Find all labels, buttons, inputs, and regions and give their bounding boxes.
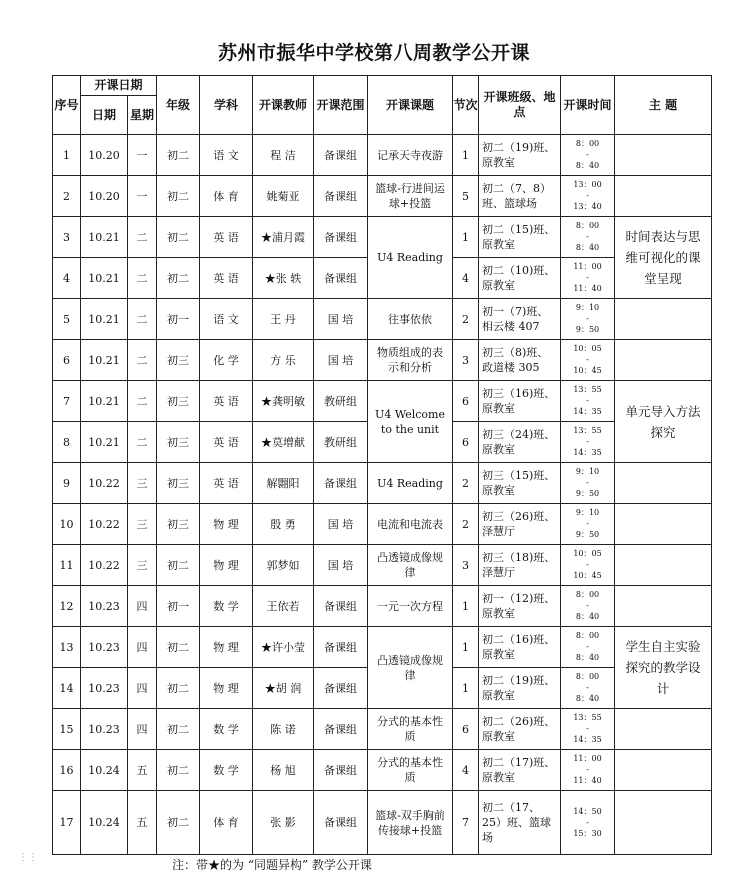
cell-date: 10.23 bbox=[81, 627, 128, 668]
cell-topic: 记承天寺夜游 bbox=[368, 135, 453, 176]
header-date: 日期 bbox=[81, 96, 128, 135]
cell-time bbox=[561, 586, 615, 627]
cell-seq: 16 bbox=[53, 750, 81, 791]
cell-grade: 初二 bbox=[157, 668, 200, 709]
cell-date: 10.21 bbox=[81, 258, 128, 299]
cell-subject: 化 学 bbox=[200, 340, 253, 381]
cell-weekday: 四 bbox=[128, 586, 157, 627]
cell-date: 10.21 bbox=[81, 217, 128, 258]
cell-time bbox=[561, 135, 615, 176]
time-separator: - bbox=[586, 519, 589, 528]
cell-period: 3 bbox=[453, 545, 479, 586]
cell-seq: 5 bbox=[53, 299, 81, 340]
time-end: 15：30 bbox=[573, 828, 602, 838]
header-topic: 开课课题 bbox=[368, 76, 453, 135]
cell-class-place: 初三（16)班、原教室 bbox=[479, 381, 561, 422]
cell-scope: 备课组 bbox=[314, 217, 368, 258]
cell-subject: 英 语 bbox=[200, 422, 253, 463]
cell-theme bbox=[615, 504, 712, 545]
cell-class-place: 初三（15)班、原教室 bbox=[479, 463, 561, 504]
cell-scope: 备课组 bbox=[314, 135, 368, 176]
cell-subject: 体 育 bbox=[200, 176, 253, 217]
header-subject: 学科 bbox=[200, 76, 253, 135]
cell-topic: 电流和电流表 bbox=[368, 504, 453, 545]
cell-date: 10.22 bbox=[81, 545, 128, 586]
cell-weekday: 三 bbox=[128, 463, 157, 504]
time-start: 10：05 bbox=[573, 344, 602, 353]
cell-theme bbox=[615, 340, 712, 381]
cell-topic: U4 Welcome to the unit bbox=[368, 381, 453, 463]
cell-period: 1 bbox=[453, 135, 479, 176]
cell-scope: 备课组 bbox=[314, 791, 368, 855]
cell-scope: 备课组 bbox=[314, 586, 368, 627]
time-start: 13：55 bbox=[573, 385, 602, 394]
header-teacher: 开课教师 bbox=[253, 76, 314, 135]
cell-date: 10.23 bbox=[81, 668, 128, 709]
cell-weekday: 五 bbox=[128, 750, 157, 791]
cell-theme: 学生自主实验探究的教学设计 bbox=[615, 627, 712, 709]
time-separator: - bbox=[586, 191, 589, 200]
time-separator: - bbox=[586, 601, 589, 610]
cell-grade: 初三 bbox=[157, 340, 200, 381]
cell-seq: 8 bbox=[53, 422, 81, 463]
cell-grade: 初二 bbox=[157, 627, 200, 668]
time-end: 11：40 bbox=[573, 284, 602, 293]
time-end: 11：40 bbox=[573, 776, 602, 785]
cell-period: 3 bbox=[453, 340, 479, 381]
cell-period: 2 bbox=[453, 463, 479, 504]
table-row bbox=[53, 586, 712, 627]
cell-scope: 备课组 bbox=[314, 668, 368, 709]
cell-period: 2 bbox=[453, 504, 479, 545]
header-open-date: 开课日期 bbox=[81, 76, 157, 96]
table-row bbox=[53, 135, 712, 176]
cell-time bbox=[561, 422, 615, 463]
time-separator: - bbox=[586, 273, 589, 282]
time-separator: - bbox=[586, 232, 589, 241]
time-separator: - bbox=[586, 355, 589, 364]
cell-subject: 数 学 bbox=[200, 586, 253, 627]
time-end: 8：40 bbox=[575, 243, 600, 252]
cell-grade: 初二 bbox=[157, 545, 200, 586]
cell-seq: 4 bbox=[53, 258, 81, 299]
cell-class-place: 初二（19)班、原教室 bbox=[479, 668, 561, 709]
header-weekday: 星期 bbox=[128, 96, 157, 135]
time-separator: - bbox=[586, 765, 589, 774]
time-end: 9：50 bbox=[575, 489, 600, 498]
cell-seq: 7 bbox=[53, 381, 81, 422]
cell-topic: 物质组成的表示和分析 bbox=[368, 340, 453, 381]
cell-grade: 初二 bbox=[157, 750, 200, 791]
cell-seq: 15 bbox=[53, 709, 81, 750]
time-end: 8：40 bbox=[575, 694, 600, 703]
cell-teacher: ★莫增献 bbox=[253, 422, 314, 463]
cell-teacher: ★张 轶 bbox=[253, 258, 314, 299]
table-row bbox=[53, 627, 712, 668]
time-start: 9：10 bbox=[575, 303, 600, 312]
cell-scope: 国 培 bbox=[314, 504, 368, 545]
cell-class-place: 初三（18)班、泽慧厅 bbox=[479, 545, 561, 586]
cell-scope: 备课组 bbox=[314, 627, 368, 668]
time-start: 13：00 bbox=[573, 180, 602, 189]
cell-teacher: ★许小莹 bbox=[253, 627, 314, 668]
cell-weekday: 五 bbox=[128, 791, 157, 855]
cell-theme: 单元导入方法探究 bbox=[615, 381, 712, 463]
cell-time bbox=[561, 791, 615, 855]
cell-class-place: 初二（16)班、原教室 bbox=[479, 627, 561, 668]
cell-subject: 语 文 bbox=[200, 299, 253, 340]
cell-subject: 物 理 bbox=[200, 504, 253, 545]
cell-time bbox=[561, 463, 615, 504]
cell-scope: 教研组 bbox=[314, 381, 368, 422]
header-scope: 开课范围 bbox=[314, 76, 368, 135]
time-start: 11：00 bbox=[573, 262, 602, 271]
cell-teacher: 杨 旭 bbox=[253, 750, 314, 791]
time-separator: - bbox=[586, 724, 589, 733]
cell-class-place: 初三（26)班、泽慧厅 bbox=[479, 504, 561, 545]
cell-topic: 一元一次方程 bbox=[368, 586, 453, 627]
cell-class-place: 初一（7)班、相云楼 407 bbox=[479, 299, 561, 340]
cell-topic: 凸透镜成像规律 bbox=[368, 545, 453, 586]
cell-subject: 物 理 bbox=[200, 627, 253, 668]
cell-date: 10.21 bbox=[81, 422, 128, 463]
cell-weekday: 一 bbox=[128, 176, 157, 217]
cell-seq: 3 bbox=[53, 217, 81, 258]
cell-grade: 初一 bbox=[157, 586, 200, 627]
cell-topic: 往事依依 bbox=[368, 299, 453, 340]
cell-period: 1 bbox=[453, 668, 479, 709]
header-class-place: 开课班级、地点 bbox=[479, 76, 561, 135]
cell-time bbox=[561, 176, 615, 217]
table-row bbox=[53, 709, 712, 750]
cell-scope: 国 培 bbox=[314, 545, 368, 586]
table-row bbox=[53, 504, 712, 545]
time-start: 8：00 bbox=[575, 631, 600, 640]
cell-seq: 2 bbox=[53, 176, 81, 217]
cell-grade: 初二 bbox=[157, 709, 200, 750]
cell-time bbox=[561, 299, 615, 340]
cell-time bbox=[561, 545, 615, 586]
table-row bbox=[53, 217, 712, 258]
cell-seq: 11 bbox=[53, 545, 81, 586]
cell-topic: 篮球-双手胸前传接球+投篮 bbox=[368, 791, 453, 855]
cell-teacher: 王依若 bbox=[253, 586, 314, 627]
time-start: 11：00 bbox=[573, 754, 602, 763]
cell-scope: 备课组 bbox=[314, 709, 368, 750]
cell-time bbox=[561, 258, 615, 299]
cell-scope: 国 培 bbox=[314, 340, 368, 381]
cell-teacher: 殷 勇 bbox=[253, 504, 314, 545]
time-start: 13：55 bbox=[573, 426, 602, 435]
cell-period: 6 bbox=[453, 381, 479, 422]
cell-date: 10.22 bbox=[81, 504, 128, 545]
time-end: 9：50 bbox=[575, 530, 600, 539]
cell-subject: 英 语 bbox=[200, 381, 253, 422]
cell-teacher: ★龚明敏 bbox=[253, 381, 314, 422]
cell-date: 10.23 bbox=[81, 709, 128, 750]
cell-subject: 英 语 bbox=[200, 217, 253, 258]
time-start: 8：00 bbox=[575, 672, 600, 681]
cell-teacher: 郭梦如 bbox=[253, 545, 314, 586]
cell-class-place: 初三（8)班、政道楼 305 bbox=[479, 340, 561, 381]
cell-topic: U4 Reading bbox=[368, 463, 453, 504]
cell-scope: 备课组 bbox=[314, 176, 368, 217]
time-end: 8：40 bbox=[575, 612, 600, 621]
cell-grade: 初三 bbox=[157, 463, 200, 504]
table-row bbox=[53, 340, 712, 381]
cell-weekday: 二 bbox=[128, 217, 157, 258]
cell-subject: 体 育 bbox=[200, 791, 253, 855]
cell-grade: 初二 bbox=[157, 258, 200, 299]
header-seq: 序号 bbox=[53, 76, 81, 135]
cell-date: 10.21 bbox=[81, 299, 128, 340]
cell-period: 1 bbox=[453, 586, 479, 627]
cell-date: 10.21 bbox=[81, 340, 128, 381]
time-end: 14：35 bbox=[573, 448, 602, 457]
cell-period: 4 bbox=[453, 750, 479, 791]
cell-topic: 分式的基本性质 bbox=[368, 709, 453, 750]
cell-weekday: 一 bbox=[128, 135, 157, 176]
table-row bbox=[53, 381, 712, 422]
table-row bbox=[53, 176, 712, 217]
cell-period: 1 bbox=[453, 627, 479, 668]
cell-grade: 初三 bbox=[157, 381, 200, 422]
cell-class-place: 初二（26)班、原教室 bbox=[479, 709, 561, 750]
cell-time bbox=[561, 750, 615, 791]
cell-date: 10.20 bbox=[81, 176, 128, 217]
cell-scope: 教研组 bbox=[314, 422, 368, 463]
drag-handle-icon[interactable]: ⋮⋮ bbox=[18, 852, 38, 863]
header-period: 节次 bbox=[453, 76, 479, 135]
cell-date: 10.21 bbox=[81, 381, 128, 422]
cell-subject: 物 理 bbox=[200, 668, 253, 709]
cell-weekday: 二 bbox=[128, 340, 157, 381]
cell-grade: 初二 bbox=[157, 791, 200, 855]
cell-subject: 语 文 bbox=[200, 135, 253, 176]
cell-grade: 初三 bbox=[157, 504, 200, 545]
cell-time bbox=[561, 668, 615, 709]
time-start: 14：50 bbox=[573, 806, 602, 816]
cell-seq: 12 bbox=[53, 586, 81, 627]
cell-time bbox=[561, 340, 615, 381]
time-start: 10：05 bbox=[573, 549, 602, 558]
cell-scope: 备课组 bbox=[314, 463, 368, 504]
cell-teacher: 张 影 bbox=[253, 791, 314, 855]
cell-teacher: 姚菊亚 bbox=[253, 176, 314, 217]
table-row bbox=[53, 750, 712, 791]
cell-time bbox=[561, 381, 615, 422]
time-start: 8：00 bbox=[575, 139, 600, 148]
cell-date: 10.24 bbox=[81, 750, 128, 791]
cell-teacher: 解翾阳 bbox=[253, 463, 314, 504]
cell-seq: 9 bbox=[53, 463, 81, 504]
cell-period: 5 bbox=[453, 176, 479, 217]
time-end: 14：35 bbox=[573, 735, 602, 744]
cell-weekday: 三 bbox=[128, 545, 157, 586]
time-start: 9：10 bbox=[575, 508, 600, 517]
cell-topic: 分式的基本性质 bbox=[368, 750, 453, 791]
cell-weekday: 四 bbox=[128, 709, 157, 750]
page-title: 苏州市振华中学校第八周教学公开课 bbox=[217, 42, 530, 64]
cell-weekday: 二 bbox=[128, 258, 157, 299]
cell-subject: 英 语 bbox=[200, 463, 253, 504]
cell-theme bbox=[615, 176, 712, 217]
cell-subject: 数 学 bbox=[200, 750, 253, 791]
cell-teacher: ★胡 润 bbox=[253, 668, 314, 709]
cell-class-place: 初二（17)班、原教室 bbox=[479, 750, 561, 791]
cell-date: 10.20 bbox=[81, 135, 128, 176]
cell-teacher: 王 丹 bbox=[253, 299, 314, 340]
cell-theme bbox=[615, 463, 712, 504]
header-theme: 主 题 bbox=[615, 76, 712, 135]
cell-class-place: 初二（15)班、原教室 bbox=[479, 217, 561, 258]
table-row bbox=[53, 545, 712, 586]
cell-weekday: 二 bbox=[128, 422, 157, 463]
cell-time bbox=[561, 504, 615, 545]
cell-teacher: 陈 诺 bbox=[253, 709, 314, 750]
schedule-table bbox=[52, 75, 712, 855]
cell-seq: 13 bbox=[53, 627, 81, 668]
cell-theme bbox=[615, 586, 712, 627]
cell-class-place: 初二（17、25）班、篮球场 bbox=[479, 791, 561, 855]
cell-weekday: 二 bbox=[128, 299, 157, 340]
cell-period: 1 bbox=[453, 217, 479, 258]
cell-scope: 备课组 bbox=[314, 258, 368, 299]
time-end: 8：40 bbox=[575, 653, 600, 662]
time-end: 14：35 bbox=[573, 407, 602, 416]
cell-theme bbox=[615, 299, 712, 340]
cell-seq: 14 bbox=[53, 668, 81, 709]
cell-time bbox=[561, 709, 615, 750]
cell-time bbox=[561, 627, 615, 668]
table-row bbox=[53, 791, 712, 855]
cell-theme bbox=[615, 791, 712, 855]
time-end: 9：50 bbox=[575, 325, 600, 334]
cell-date: 10.23 bbox=[81, 586, 128, 627]
cell-class-place: 初二（7、8）班、篮球场 bbox=[479, 176, 561, 217]
cell-theme bbox=[615, 750, 712, 791]
cell-period: 6 bbox=[453, 709, 479, 750]
cell-date: 10.24 bbox=[81, 791, 128, 855]
header-time: 开课时间 bbox=[561, 76, 615, 135]
cell-class-place: 初二（10)班、原教室 bbox=[479, 258, 561, 299]
time-separator: - bbox=[586, 817, 589, 827]
cell-period: 6 bbox=[453, 422, 479, 463]
time-separator: - bbox=[586, 683, 589, 692]
cell-grade: 初三 bbox=[157, 422, 200, 463]
time-start: 8：00 bbox=[575, 221, 600, 230]
cell-scope: 备课组 bbox=[314, 750, 368, 791]
time-start: 8：00 bbox=[575, 590, 600, 599]
cell-seq: 6 bbox=[53, 340, 81, 381]
cell-seq: 10 bbox=[53, 504, 81, 545]
cell-topic: U4 Reading bbox=[368, 217, 453, 299]
time-separator: - bbox=[586, 642, 589, 651]
cell-grade: 初一 bbox=[157, 299, 200, 340]
time-start: 13：55 bbox=[573, 713, 602, 722]
cell-class-place: 初一（12)班、原教室 bbox=[479, 586, 561, 627]
header-grade: 年级 bbox=[157, 76, 200, 135]
time-separator: - bbox=[586, 396, 589, 405]
time-separator: - bbox=[586, 150, 589, 159]
cell-date: 10.22 bbox=[81, 463, 128, 504]
cell-scope: 国 培 bbox=[314, 299, 368, 340]
time-end: 13：40 bbox=[573, 202, 602, 211]
cell-theme bbox=[615, 709, 712, 750]
table-row bbox=[53, 299, 712, 340]
cell-teacher: 方 乐 bbox=[253, 340, 314, 381]
cell-period: 2 bbox=[453, 299, 479, 340]
cell-teacher: 程 洁 bbox=[253, 135, 314, 176]
time-separator: - bbox=[586, 437, 589, 446]
cell-topic: 篮球-行进间运球+投篮 bbox=[368, 176, 453, 217]
cell-seq: 1 bbox=[53, 135, 81, 176]
cell-theme bbox=[615, 545, 712, 586]
cell-teacher: ★浦月霞 bbox=[253, 217, 314, 258]
cell-class-place: 初三（24)班、原教室 bbox=[479, 422, 561, 463]
cell-grade: 初二 bbox=[157, 176, 200, 217]
cell-grade: 初二 bbox=[157, 135, 200, 176]
time-start: 9：10 bbox=[575, 467, 600, 476]
cell-subject: 物 理 bbox=[200, 545, 253, 586]
cell-period: 7 bbox=[453, 791, 479, 855]
cell-class-place: 初二（19)班、原教室 bbox=[479, 135, 561, 176]
cell-topic: 凸透镜成像规律 bbox=[368, 627, 453, 709]
time-separator: - bbox=[586, 314, 589, 323]
cell-weekday: 四 bbox=[128, 627, 157, 668]
time-end: 10：45 bbox=[573, 571, 602, 580]
time-end: 10：45 bbox=[573, 366, 602, 375]
time-end: 8：40 bbox=[575, 161, 600, 170]
cell-period: 4 bbox=[453, 258, 479, 299]
cell-theme: 时间表达与思维可视化的课堂呈现 bbox=[615, 217, 712, 299]
cell-subject: 数 学 bbox=[200, 709, 253, 750]
cell-weekday: 四 bbox=[128, 668, 157, 709]
cell-grade: 初二 bbox=[157, 217, 200, 258]
cell-weekday: 三 bbox=[128, 504, 157, 545]
cell-subject: 英 语 bbox=[200, 258, 253, 299]
cell-time bbox=[561, 217, 615, 258]
time-separator: - bbox=[586, 478, 589, 487]
time-separator: - bbox=[586, 560, 589, 569]
cell-weekday: 二 bbox=[128, 381, 157, 422]
cell-theme bbox=[615, 135, 712, 176]
cell-seq: 17 bbox=[53, 791, 81, 855]
footnote: 注：带★的为 “同题异构” 教学公开课 bbox=[172, 858, 372, 872]
table-row bbox=[53, 463, 712, 504]
